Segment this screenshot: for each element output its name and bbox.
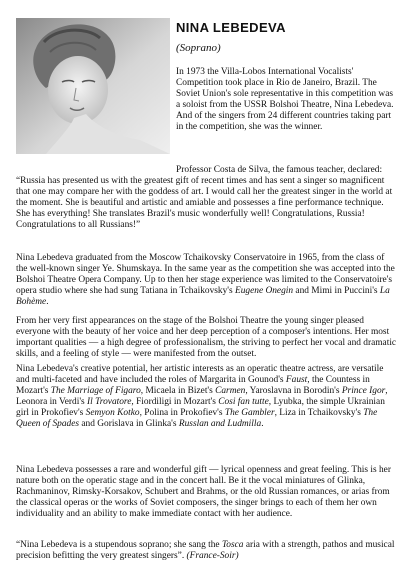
opera-title: Tosca	[221, 540, 244, 550]
paragraph-roles	[16, 364, 398, 430]
text-span: , Lyubka, the simple Ukrainian girl in Prokofiev's	[16, 397, 385, 418]
text-span: aria with a strength, pathos and musical precision befitting the very greatest singers”.	[16, 540, 395, 561]
paragraph-education	[16, 253, 398, 308]
opera-title: Eugene Onegin	[235, 286, 294, 296]
portrait-image	[16, 18, 170, 154]
text-span: Nina Lebedeva graduated from the Moscow Tchaikovsky Conservatoire in 1965, from the class of the well-known singer Ye. Shumskaya. In the same year as the competition she was accepted into the Bolshoi Theatre Opera Company. Up to then her stage experience was limited to the Conservatoire's opera studio where she had sung Tatiana in Tchaikovsky's	[16, 253, 395, 296]
quote-source: (France-Soir)	[186, 551, 239, 561]
opera-title: La Bohème	[16, 286, 390, 307]
opera-title: The Gambler	[224, 408, 275, 418]
opera-title: The Queen of Spades	[16, 408, 378, 429]
text-span: , Micaela in Bizet's	[140, 386, 216, 396]
text-span: , Yaroslavna in Borodin's	[245, 386, 342, 396]
paragraph-bolshoi-debut: From her very first appearances on the stage of the Bolshoi Theatre the young singer pleased everyone with the beauty of her voice and her deep perception of a composer's intentions. Her most important qualities — a high degree of professionalism, the striving to perfect her vocal and dramatic skills, and a feeling of style — were manifested from the outset.	[16, 316, 397, 359]
paragraph-press-quote	[16, 540, 398, 562]
text-span: and Gorislava in Glinka's	[79, 419, 179, 429]
text-span: .	[261, 419, 264, 429]
text-span: , Leonora in Verdi's	[16, 386, 388, 407]
text-span: , Fiordiligi in Mozart's	[131, 397, 219, 407]
text-span: , Polina in Prokofiev's	[139, 408, 225, 418]
text-span: , Liza in Tchaikovsky's	[274, 408, 364, 418]
opera-title: Semyon Kotko	[85, 408, 140, 418]
opera-title: The Marriage of Figaro	[50, 386, 141, 396]
text-span: .	[46, 297, 49, 307]
text-span: , the Countess in Mozart's	[16, 375, 370, 396]
opera-title: Carmen	[215, 386, 246, 396]
page-title: NINA LEBEDEVA	[176, 20, 286, 35]
text-span: Nina Lebedeva's creative potential, her artistic interests as an operatic theatre actress, are versatile and multi-faceted and have included the roles of Margarita in Gounod's	[16, 364, 384, 385]
opera-title: Cosi fan tutte	[218, 397, 269, 407]
opera-title: Faust	[285, 375, 308, 385]
opera-title: Russlan and Ludmilla	[178, 419, 262, 429]
voice-type: (Soprano)	[176, 42, 221, 54]
text-span: “Nina Lebedeva is a stupendous soprano; she sang the	[16, 540, 222, 550]
text-span: and Mimi in Puccini's	[293, 286, 380, 296]
paragraph-competition: In 1973 the Villa-Lobos International Vocalists' Competition took place in Rio de Janeiro, Brazil. The Soviet Union's sole representative in this competition was a soloist from the USSR Bolshoi Theatre, Nina Lebedeva. And of the singers from 24 different countries taking part in the competition, she was the winner.	[176, 67, 394, 132]
opera-title: Prince Igor	[341, 386, 386, 396]
paragraph-gift: Nina Lebedeva possesses a rare and wonderful gift — lyrical openness and great feeling. This is her nature both on the operatic stage and in the concert hall. Be it the vocal miniatures of Glinka, Rachmaninov, Rimsky-Korsakov, Schubert and Brahms, or the old Russian romances, or arias from the classical operas or the works of Soviet composers, the singer brings to each of them her own individuality and an ability to make immediate contact with her audience.	[16, 465, 391, 519]
opera-title: Il Trovatore	[87, 397, 132, 407]
portrait-photo	[16, 18, 170, 154]
paragraph-quote-costa: Professor Costa de Silva, the famous teacher, declared: “Russia has presented us with the greatest gift of recent times and has sent a singer so magnificent that one may compare her with the goddess of art. I would call her the greatest singer in the world at the moment. She is beautiful and artistic and amiable and possesses a fine performance technique. She has everything! She translates Brazil's music wonderfully well! Congratulations, Russia! Congratulations to all Russians!”	[16, 165, 393, 230]
